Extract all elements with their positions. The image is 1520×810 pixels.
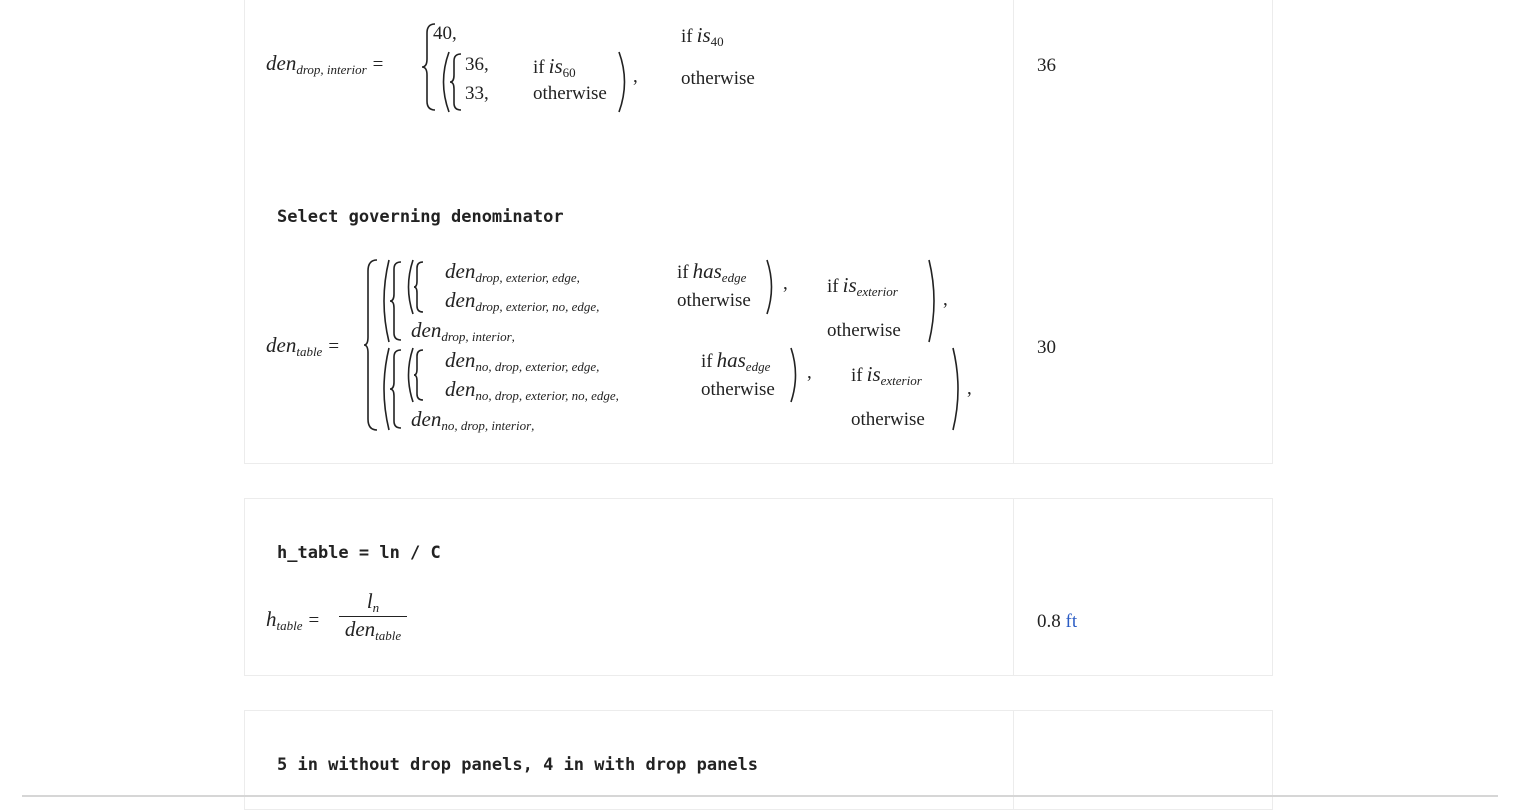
otherwise-keyword: otherwise bbox=[851, 409, 925, 430]
comma: , bbox=[511, 329, 515, 344]
var-is: is bbox=[866, 362, 881, 386]
subscript: 60 bbox=[562, 65, 576, 80]
equals-sign: = bbox=[372, 54, 384, 75]
subscript: drop, exterior, edge bbox=[475, 270, 577, 285]
result-den-drop-interior: 36 bbox=[1037, 55, 1056, 76]
equation-den-drop-interior bbox=[245, 0, 1013, 149]
subscript: drop, interior bbox=[441, 329, 512, 344]
case-value-36: 36, bbox=[465, 54, 489, 75]
if-keyword: if bbox=[827, 276, 839, 297]
if-keyword: if bbox=[533, 57, 545, 78]
result-value: 0.8 bbox=[1037, 611, 1061, 632]
if-keyword: if bbox=[677, 262, 689, 283]
result-den-table: 30 bbox=[1037, 337, 1056, 358]
otherwise-keyword: otherwise bbox=[677, 290, 751, 311]
case-value-40: 40, bbox=[433, 23, 457, 44]
group-b-inner-left-brace bbox=[413, 349, 425, 401]
subscript: no, drop, exterior, edge bbox=[475, 359, 597, 374]
comma: , bbox=[807, 362, 812, 383]
inner-left-brace bbox=[449, 53, 463, 111]
var-is: is bbox=[696, 23, 711, 47]
group-a-right-paren bbox=[927, 259, 941, 343]
calc-card-h-table bbox=[244, 498, 1273, 676]
right-paren bbox=[617, 51, 633, 113]
comma: , bbox=[783, 273, 788, 294]
var-den: den bbox=[411, 407, 442, 431]
if-keyword: if bbox=[851, 365, 863, 386]
subscript: n bbox=[372, 600, 380, 615]
var-den: den bbox=[344, 617, 376, 641]
fraction bbox=[339, 589, 407, 644]
comma: , bbox=[531, 418, 535, 433]
equation-den-table bbox=[245, 249, 1013, 439]
comment-drop-panels: 5 in without drop panels, 4 in with drop panels bbox=[277, 755, 759, 775]
equation-h-table bbox=[245, 587, 1013, 657]
comma: , bbox=[615, 388, 619, 403]
comma: , bbox=[633, 66, 638, 87]
comment-select-governing: Select governing denominator bbox=[277, 207, 564, 227]
column-divider bbox=[1013, 0, 1014, 463]
subscript: edge bbox=[721, 270, 747, 285]
if-keyword: if bbox=[681, 26, 693, 47]
subscript: table bbox=[375, 628, 402, 643]
subscript: edge bbox=[745, 359, 771, 374]
comma: , bbox=[596, 359, 600, 374]
numerator bbox=[339, 589, 407, 616]
comma: , bbox=[596, 299, 600, 314]
if-keyword: if bbox=[701, 351, 713, 372]
subscript: drop, exterior, no, edge bbox=[475, 299, 597, 314]
subscript: table bbox=[276, 618, 303, 633]
subscript: exterior bbox=[880, 373, 922, 388]
case-value-33: 33, bbox=[465, 83, 489, 104]
column-divider bbox=[1013, 499, 1014, 675]
var-h: h bbox=[266, 607, 277, 631]
var-has: has bbox=[716, 348, 746, 372]
otherwise-keyword: otherwise bbox=[533, 83, 607, 104]
otherwise-keyword: otherwise bbox=[681, 68, 755, 89]
var-has: has bbox=[692, 259, 722, 283]
equals-sign: = bbox=[308, 610, 320, 631]
otherwise-keyword: otherwise bbox=[701, 379, 775, 400]
comma: , bbox=[943, 289, 948, 310]
var-den: den bbox=[445, 288, 476, 312]
var-den: den bbox=[445, 377, 476, 401]
group-a-inner-left-brace bbox=[413, 261, 425, 313]
var-den: den bbox=[411, 318, 442, 342]
denominator bbox=[339, 617, 407, 644]
var-den: den bbox=[445, 348, 476, 372]
group-b-right-paren bbox=[951, 347, 965, 431]
bottom-scroll-edge bbox=[22, 795, 1498, 797]
calc-card-denominator bbox=[244, 0, 1273, 464]
result-unit-link[interactable]: ft bbox=[1065, 611, 1078, 632]
subscript: no, drop, interior bbox=[441, 418, 532, 433]
subscript: 40 bbox=[710, 34, 724, 49]
var-is: is bbox=[842, 273, 857, 297]
equals-sign: = bbox=[328, 336, 340, 357]
comma: , bbox=[967, 378, 972, 399]
group-a-inner-right-paren bbox=[765, 259, 779, 315]
subscript: exterior bbox=[856, 284, 898, 299]
var-is: is bbox=[548, 54, 563, 78]
result-h-table bbox=[1037, 611, 1077, 633]
var-den: den bbox=[266, 51, 297, 75]
var-den: den bbox=[266, 333, 297, 357]
comma: , bbox=[576, 270, 580, 285]
otherwise-keyword: otherwise bbox=[827, 320, 901, 341]
subscript: drop, interior bbox=[296, 62, 367, 77]
var-l: l bbox=[366, 589, 373, 613]
group-b-inner-right-paren bbox=[789, 347, 803, 403]
subscript: table bbox=[296, 344, 323, 359]
subscript: no, drop, exterior, no, edge bbox=[475, 388, 616, 403]
var-den: den bbox=[445, 259, 476, 283]
comment-h-table: h_table = ln / C bbox=[277, 543, 441, 563]
